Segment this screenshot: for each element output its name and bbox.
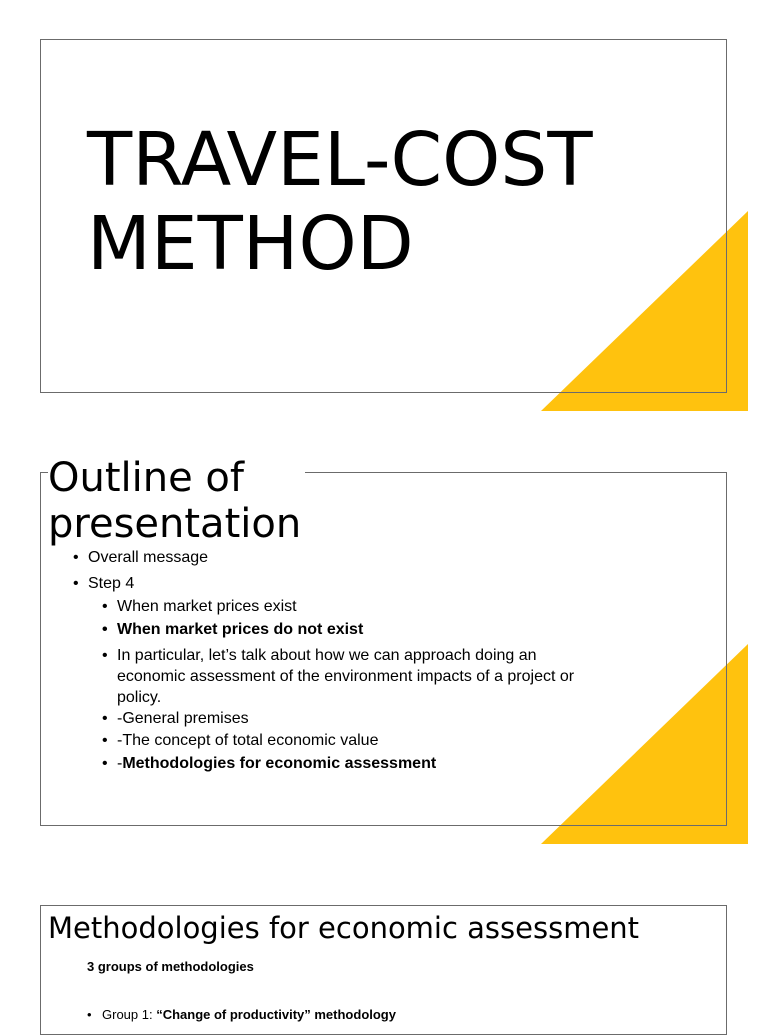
list-item: • When market prices do not exist [117,620,577,639]
slide-title [87,118,593,286]
slide-subtitle: 3 groups of methodologies [87,959,254,974]
list-item: • In particular, let’s talk about how we can approach doing an economic assessment of the environment impacts of a project or policy. [117,645,577,708]
slide-title [48,455,305,547]
group-name: “Change of productivity” methodology [156,1007,396,1022]
title-line: METHOD [87,201,414,287]
list-item: • When market prices exist [117,597,577,616]
list-item [102,1007,396,1023]
list-item: • -The concept of total economic value [117,731,577,750]
title-line: Outline of [48,455,244,501]
title-slide [40,39,727,393]
list-item: • Step 4 [88,574,134,593]
list-item: • Overall message [88,548,208,567]
bullet-bold-text: Methodologies for economic assessment [122,755,437,772]
title-line: presentation [48,501,302,547]
bullet-dash: - [117,755,123,772]
title-line: TRAVEL-COST [87,117,593,203]
group-label: Group 1: [102,1007,157,1022]
slide-title: Methodologies for economic assessment [48,911,640,945]
list-item [117,754,577,773]
list-item: • -General premises [117,709,577,728]
